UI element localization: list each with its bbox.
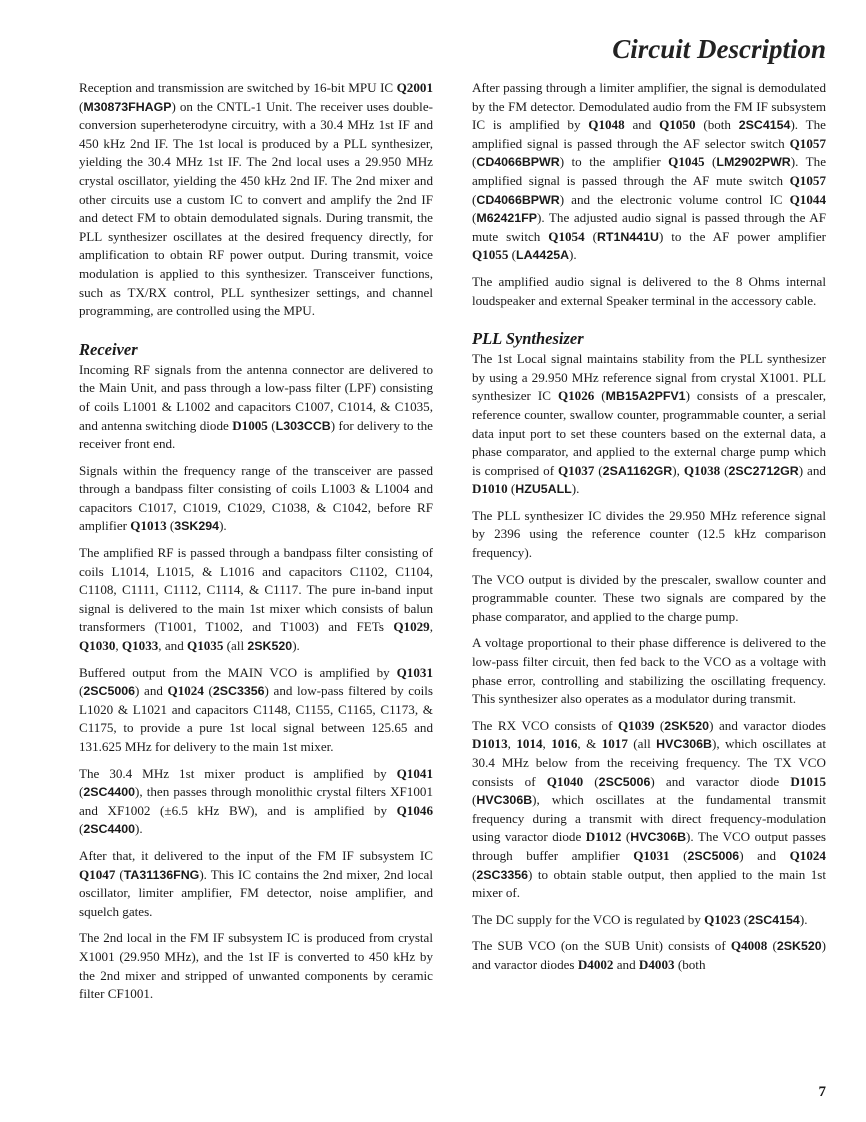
part-reference: D4003 <box>638 956 675 972</box>
text-run: (both <box>674 956 706 972</box>
text-run: After that, it delivered to the input of the FM IF subsystem IC <box>79 847 433 863</box>
receiver-paragraph <box>79 847 433 921</box>
af-paragraph <box>472 79 826 265</box>
pll-paragraph <box>472 937 826 974</box>
text-run: ) to obtain stable output, then applied to the main 1st mixer of. <box>472 866 826 901</box>
text-run: ( <box>166 518 175 534</box>
text-run: ( <box>704 154 717 170</box>
text-run: Buffered output from the MAIN VCO is amplified by <box>79 664 397 680</box>
text-run: ). <box>219 518 227 534</box>
part-reference: Q1030 <box>79 638 116 654</box>
pll-paragraph <box>472 911 826 930</box>
part-number: 2SC4154 <box>738 118 791 133</box>
part-number: 3SK294 <box>174 519 220 534</box>
text-run: (all <box>223 638 248 654</box>
part-reference: Q1037 <box>558 462 595 478</box>
text-run: ( <box>594 388 606 404</box>
text-run: ( <box>583 773 599 789</box>
part-reference: 1017 <box>601 736 628 752</box>
part-reference: Q1057 <box>789 135 826 151</box>
part-reference: Q1040 <box>546 773 584 789</box>
part-number: M30873FHAGP <box>83 99 172 114</box>
text-run: The PLL synthesizer IC divides the 29.950 MHz reference signal by 2396 using the reference counter (12.5 kHz comparison frequency). <box>472 507 826 561</box>
text-run: ) to the AF power amplifier <box>658 228 827 244</box>
part-number: MB15A2PFV1 <box>605 389 686 404</box>
text-run: ( <box>115 866 124 882</box>
part-number: LA4425A <box>516 248 570 263</box>
part-number: CD4066BPWR <box>476 155 560 170</box>
part-number: 2SC4400 <box>83 785 136 800</box>
text-run: ) and <box>739 847 790 863</box>
text-run: After passing through a limiter amplifier, the signal is demodulated by the FM detector. Demodulated audio from the FM IF subsystem IC is amplified by <box>472 80 826 133</box>
page-number: 7 <box>818 1084 826 1100</box>
pll-paragraph <box>472 717 826 903</box>
left-column <box>79 79 433 1012</box>
part-number: 2SK520 <box>776 939 822 954</box>
part-number: HVC306B <box>476 793 533 808</box>
part-reference: Q1039 <box>618 717 655 733</box>
part-reference: D1010 <box>472 481 508 497</box>
part-reference: Q1041 <box>396 765 433 781</box>
part-number: L303CCB <box>275 418 331 433</box>
text-run: ( <box>720 462 729 478</box>
part-reference: D1013 <box>472 736 508 752</box>
text-run: , <box>429 619 433 635</box>
part-number: 2SC4400 <box>83 822 136 837</box>
text-run: ). The adjusted audio signal is passed through the AF mute switch <box>472 210 826 244</box>
part-number: HVC306B <box>656 737 712 752</box>
text-run: A voltage proportional to their phase difference is delivered to the low-pass filter circuit, then fed back to the VCO as a voltage with phase error, controlling and stabilizing the oscillating frequency. This synthesizer also operates as a modulator during transmit. <box>472 635 826 707</box>
text-run: ). This IC contains the 2nd mixer, 2nd local oscillator, limiter amplifier, FM detector, noise amplifier, and squelch gates. <box>79 866 434 919</box>
part-number: 2SC2712GR <box>728 463 799 478</box>
part-reference: Q1045 <box>668 154 705 170</box>
part-reference: Q4008 <box>730 938 768 954</box>
text-run: ( <box>472 866 477 882</box>
right-column <box>472 79 826 983</box>
part-reference: Q1055 <box>472 247 509 263</box>
text-run: ( <box>79 784 84 800</box>
af-section <box>472 79 826 310</box>
text-run: ). <box>135 821 143 837</box>
text-run: ) to the amplifier <box>559 154 669 170</box>
text-run: ( <box>472 154 477 170</box>
text-run: ( <box>507 481 516 497</box>
text-run: ( <box>472 792 477 808</box>
part-reference: Q1047 <box>79 866 116 882</box>
text-run: ( <box>267 417 276 433</box>
part-number: 2SC3356 <box>212 684 265 699</box>
part-reference: Q1038 <box>683 462 721 478</box>
part-reference: Q1024 <box>789 847 826 863</box>
receiver-paragraph <box>79 664 433 757</box>
part-number: 2SC5006 <box>598 774 651 789</box>
part-reference: D1015 <box>790 773 826 789</box>
intro-section <box>79 79 433 321</box>
text-run: ), then passes through monolithic crystal filters XF1001 and XF1002 (±6.5 kHz BW), and is amplified by <box>79 784 433 818</box>
text-run: ) and <box>798 462 826 478</box>
part-reference: Q1054 <box>548 228 585 244</box>
pll-section <box>472 350 826 974</box>
text-run: , <box>507 736 517 752</box>
text-run: The amplified RF is passed through a bandpass filter consisting of coils L1014, L1015, & L1016 and capacitors C1102, C1104, C1108, C1111, C1112, C1114, & C1117. The pure in-band input signal is delivered to the main 1st mixer which consists of balun transformers (T1001, T1002, and T1003) and FETs <box>79 545 433 635</box>
part-reference: D1012 <box>585 829 622 845</box>
receiver-section <box>79 361 433 1004</box>
text-run: , and <box>158 638 188 654</box>
part-reference: Q1031 <box>396 664 433 680</box>
text-run: ( <box>584 228 597 244</box>
text-run: ), which oscillates at 30.4 MHz below from the receiving frequency. The TX VCO consists of <box>472 736 826 789</box>
text-run: ( <box>79 821 84 837</box>
text-run: ( <box>203 683 213 699</box>
part-reference: Q1048 <box>588 117 625 133</box>
text-run: ). <box>569 247 577 263</box>
part-number: RT1N441U <box>596 229 659 244</box>
af-paragraph <box>472 273 826 310</box>
part-number: 2SK520 <box>247 639 293 654</box>
text-run: ). The VCO output passes through buffer amplifier <box>472 829 826 863</box>
part-reference: Q1031 <box>633 847 670 863</box>
part-number: CD4066BPWR <box>476 192 560 207</box>
text-run: (all <box>627 736 657 752</box>
text-run: ( <box>654 717 665 733</box>
part-reference: Q1035 <box>187 638 224 654</box>
part-reference: Q1013 <box>130 518 167 534</box>
text-run: ) consists of a prescaler, reference counter, swallow counter, programmable counter, a serial data input port to set these counters based on the external data, a phase comparator, and applied to the external charge pump which is comprised of <box>472 388 827 478</box>
part-reference: Q1046 <box>396 802 433 818</box>
text-run: The 30.4 MHz 1st mixer product is amplified by <box>79 765 397 781</box>
part-reference: Q1044 <box>789 191 826 207</box>
text-run: and <box>624 117 660 133</box>
text-run: ), which oscillates at the fundamental transmit frequency during a transmit with direct frequency-modulation using varactor diode <box>472 792 826 845</box>
pll-paragraph <box>472 507 826 563</box>
pll-paragraph <box>472 571 826 627</box>
text-run: Signals within the frequency range of the transceiver are passed through a bandpass filter consisting of coils L1003 & L1004 and capacitors C1017, C1019, C1029, C1038, & C1042, before RF amplifier <box>79 462 433 534</box>
text-run: , & <box>577 736 602 752</box>
text-run: The 1st Local signal maintains stability from the PLL synthesizer by using a 29.950 MHz reference signal from crystal X1001. PLL synthesizer IC <box>472 351 826 404</box>
part-number: HZU5ALL <box>515 482 572 497</box>
text-run: ) for delivery to the receiver front end. <box>79 417 433 452</box>
text-run: ). <box>799 911 808 927</box>
part-number: TA31136FNG <box>123 867 200 882</box>
part-reference: Q1023 <box>704 911 741 927</box>
text-run: The amplified audio signal is delivered to the 8 Ohms internal loudspeaker and external Speaker terminal in the accessory cable. <box>472 273 826 308</box>
text-run: ( <box>472 210 477 226</box>
receiver-paragraph <box>79 765 433 839</box>
pll-heading: PLL Synthesizer <box>472 329 584 349</box>
page-title: Circuit Description <box>612 34 826 64</box>
text-run: ( <box>767 938 777 954</box>
part-reference: Q1057 <box>789 172 826 188</box>
part-reference: Q1050 <box>659 117 696 133</box>
text-run: ( <box>669 847 688 863</box>
receiver-paragraph <box>79 462 433 536</box>
text-run: The RX VCO consists of <box>472 717 618 733</box>
part-reference: D4002 <box>577 956 614 972</box>
pll-paragraph <box>472 634 826 708</box>
part-reference: Q2001 <box>396 80 433 95</box>
part-reference: Q1024 <box>167 683 204 699</box>
text-run: The DC supply for the VCO is regulated by <box>472 911 705 927</box>
part-reference: Q1033 <box>121 638 159 654</box>
receiver-paragraph <box>79 361 433 454</box>
text-run: and <box>613 956 639 972</box>
receiver-heading: Receiver <box>79 339 138 359</box>
text-run: Reception and transmission are switched by 16-bit MPU IC <box>79 80 397 95</box>
part-reference: Q1026 <box>557 388 595 404</box>
text-run: ). The amplified signal is passed through the AF mute switch <box>472 154 827 188</box>
part-number: 2SK520 <box>664 718 710 733</box>
text-run: ) and varactor diodes <box>472 938 826 972</box>
part-number: 2SC5006 <box>687 848 740 863</box>
receiver-paragraph <box>79 544 433 656</box>
intro-paragraph <box>79 79 433 321</box>
text-run: ( <box>594 462 603 478</box>
text-run: Incoming RF signals from the antenna connector are delivered to the Main Unit, and pass through a low-pass filter (LPF) consisting of coils L1001 & L1002 and capacitors C1007, C1014, & C1035, and antenna switching diode <box>79 361 433 433</box>
text-run: ). <box>292 638 300 654</box>
receiver-paragraph <box>79 929 433 1003</box>
text-run: ( <box>472 191 477 207</box>
text-run: ) on the CNTL-1 Unit. The receiver uses double-conversion superheterodyne circuitry, with a 30.4 MHz 1st IF and 450 kHz 2nd IF. The 1st local is produced by a PLL synthesizer, yielding the 30.4 MHz 1st IF. The 2nd local uses a 29.950 MHz crystal oscillator, yielding the 450 kHz 2nd IF. The 2nd mixer and other circuits use a custom IC to convert and amplify the 2nd IF and detect FM to obtain demodulated signals. During transmit, the PLL synthesizer oscillates at the desired frequency directly, for amplification to obtain RF power output. During transmit, voice modulation is applied to this synthesizer. Transceiver functions, such as TX/RX control, PLL synthesizer settings, and channel programming, are controlled using the MPU. <box>79 98 433 319</box>
part-number: 2SA1162GR <box>602 463 673 478</box>
part-reference: Q1029 <box>393 619 430 635</box>
text-run: The SUB VCO (on the SUB Unit) consists of <box>472 938 731 954</box>
part-number: 2SC4154 <box>748 912 800 927</box>
text-run: ). <box>571 481 580 497</box>
text-run: , <box>115 638 122 654</box>
text-run: (both <box>695 117 739 133</box>
part-reference: 1014 <box>516 736 543 752</box>
text-run: ) and the electronic volume control IC <box>559 191 790 207</box>
text-run: ) and low-pass filtered by coils L1020 & L1021 and capacitors C1148, C1155, C1165, C1173, & C1175, to provide a pure 1st local signal between 125.65 and 131.625 MHz for delivery to the main 1st mixer. <box>79 683 433 754</box>
text-run: ) and <box>135 683 168 699</box>
text-run: The VCO output is divided by the prescaler, swallow counter and programmable counter. These two signals are compared by the phase comparator, and applied to the charge pump. <box>472 571 826 624</box>
part-number: 2SC5006 <box>83 684 136 699</box>
text-run: ) and varactor diode <box>650 773 791 789</box>
text-run: ( <box>79 683 84 699</box>
text-run: ). The amplified signal is passed through the AF selector switch <box>472 117 826 151</box>
text-run: ( <box>79 98 84 114</box>
text-run: ( <box>740 911 749 927</box>
part-number: 2SC3356 <box>476 867 529 882</box>
part-number: LM2902PWR <box>716 155 791 170</box>
text-run: ), <box>672 462 684 478</box>
text-run: ( <box>508 247 517 263</box>
part-number: M62421FP <box>476 211 537 226</box>
text-run: , <box>542 736 552 752</box>
text-run: ) and varactor diodes <box>709 717 826 733</box>
text-run: The 2nd local in the FM IF subsystem IC is produced from crystal X1001 (29.950 MHz), and the 1st IF is converted to 450 kHz by the 2nd mixer and stripped of unwanted components by ceramic filter CF1001. <box>79 930 433 1002</box>
part-reference: 1016 <box>551 736 578 752</box>
text-run: ( <box>621 829 631 845</box>
part-reference: D1005 <box>232 417 268 433</box>
pll-paragraph <box>472 350 826 499</box>
part-number: HVC306B <box>630 830 687 845</box>
